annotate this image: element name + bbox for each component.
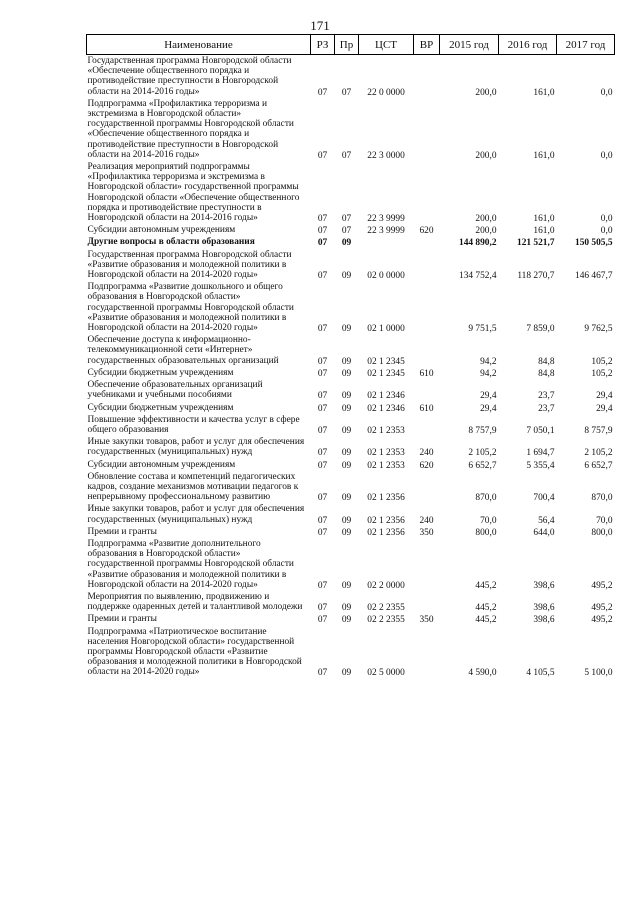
header-2016: 2016 год: [499, 35, 557, 55]
cell-cst: 02 1 2353: [367, 460, 405, 471]
cell-vr: [414, 626, 440, 679]
table-row: [87, 471, 615, 504]
cell-2017: 105,2: [591, 368, 613, 379]
cell-vr: [414, 538, 440, 591]
cell-2015: 445,2: [475, 603, 497, 614]
table-row: [87, 367, 615, 379]
cell-cst: 02 1 2353: [367, 425, 405, 436]
cell-2016: 23,7: [538, 403, 555, 414]
table-row: [87, 503, 615, 525]
cell-rz: 07: [317, 668, 328, 679]
cell-2015: 29,4: [480, 403, 497, 414]
cell-vr: 620: [419, 226, 434, 237]
cell-2017: 146 467,7: [575, 271, 613, 282]
cell-pr: 09: [341, 603, 352, 614]
cell-vr: 610: [419, 368, 434, 379]
cell-rz: 07: [317, 448, 328, 459]
cell-cst: 02 0 0000: [367, 271, 405, 282]
cell-cst: 02 1 0000: [367, 324, 405, 335]
cell-2015: 94,2: [480, 356, 497, 367]
cell-vr: [414, 591, 440, 613]
table-row: [87, 459, 615, 471]
cell-name: Подпрограмма «Профилактика терроризма и экстремизма в Новгородской области» государственной программы Новгородской области «Обеспечение общественного порядка и противодействие преступности в Новгородской области на 2014-2016 годы»: [87, 98, 294, 160]
cell-name: Иные закупки товаров, работ и услуг для обеспечения государственных (муниципальных) нужд: [87, 504, 305, 525]
cell-2015: 445,2: [475, 615, 497, 626]
cell-2016: 121 521,7: [517, 238, 555, 249]
cell-name: Подпрограмма «Патриотическое воспитание населения Новгородской области» государственной программы Новгородской области «Развитие образования и молодежной политики в Новгородской области на 2014-2020 годы»: [87, 626, 302, 678]
cell-vr: [414, 281, 440, 334]
table-row: [87, 224, 615, 236]
table-row: [87, 161, 615, 224]
cell-2015: 870,0: [475, 493, 497, 504]
cell-rz: 07: [317, 238, 328, 249]
cell-2016: 161,0: [533, 214, 555, 225]
cell-2017: 0,0: [600, 150, 613, 161]
cell-cst: 02 2 2355: [367, 603, 405, 614]
cell-rz: 07: [317, 403, 328, 414]
header-pr: Пр: [335, 35, 359, 55]
cell-cst: 02 5 0000: [367, 668, 405, 679]
cell-pr: 09: [341, 668, 352, 679]
cell-cst: 22 3 0000: [367, 150, 405, 161]
cell-name: Обеспечение доступа к информационно-телекоммуникационной сети «Интернет» государственных образовательных организаций: [87, 335, 279, 366]
cell-vr: 350: [419, 615, 434, 626]
cell-rz: 07: [317, 324, 328, 335]
cell-pr: 09: [341, 425, 352, 436]
cell-pr: 07: [341, 226, 352, 237]
cell-vr: [414, 471, 440, 504]
cell-rz: 07: [317, 425, 328, 436]
cell-2017: 0,0: [600, 226, 613, 237]
table-row: [87, 414, 615, 436]
cell-2015: 800,0: [475, 527, 497, 538]
cell-rz: 07: [317, 527, 328, 538]
cell-name: Субсидии бюджетным учреждениям: [87, 367, 234, 378]
cell-rz: 07: [317, 515, 328, 526]
cell-pr: 07: [341, 150, 352, 161]
cell-vr: [414, 334, 440, 367]
cell-name: Обеспечение образовательных организаций учебниками и учебными пособиями: [87, 380, 263, 401]
cell-cst: 02 1 2356: [367, 527, 405, 538]
cell-2016: 1 694,7: [526, 448, 555, 459]
cell-pr: 09: [341, 324, 352, 335]
header-cst: ЦСТ: [359, 35, 414, 55]
cell-rz: 07: [317, 271, 328, 282]
cell-rz: 07: [317, 356, 328, 367]
cell-pr: 09: [341, 515, 352, 526]
cell-2017: 29,4: [596, 391, 613, 402]
cell-rz: 07: [317, 493, 328, 504]
cell-vr: [414, 414, 440, 436]
cell-2017: 495,2: [591, 615, 613, 626]
cell-vr: 610: [419, 403, 434, 414]
cell-pr: 09: [341, 615, 352, 626]
cell-vr: [414, 379, 440, 401]
cell-2015: 144 890,2: [459, 238, 497, 249]
cell-2015: 70,0: [480, 515, 497, 526]
cell-2015: 445,2: [475, 580, 497, 591]
cell-2015: 200,0: [475, 87, 497, 98]
cell-2015: 200,0: [475, 150, 497, 161]
cell-cst: 02 1 2346: [367, 403, 405, 414]
cell-rz: 07: [317, 603, 328, 614]
cell-2015: 94,2: [480, 368, 497, 379]
cell-vr: [414, 55, 440, 98]
cell-vr: 240: [419, 515, 434, 526]
table-row: [87, 236, 615, 248]
table-row: [87, 379, 615, 401]
cell-2016: 644,0: [533, 527, 555, 538]
cell-2016: 398,6: [533, 615, 555, 626]
cell-2016: 398,6: [533, 603, 555, 614]
cell-2017: 495,2: [591, 603, 613, 614]
cell-pr: 09: [341, 493, 352, 504]
cell-cst: 02 1 2345: [367, 356, 405, 367]
cell-2016: 84,8: [538, 368, 555, 379]
cell-pr: 09: [341, 403, 352, 414]
cell-2017: 70,0: [596, 515, 613, 526]
cell-2015: 29,4: [480, 391, 497, 402]
table-header-row: [87, 35, 615, 55]
cell-pr: 09: [341, 391, 352, 402]
cell-2017: 0,0: [600, 214, 613, 225]
cell-name: Премии и гранты: [87, 526, 157, 537]
header-vr: ВР: [414, 35, 440, 55]
cell-2015: 6 652,7: [468, 460, 497, 471]
cell-2017: 870,0: [591, 493, 613, 504]
cell-vr: 620: [419, 460, 434, 471]
cell-name: Иные закупки товаров, работ и услуг для обеспечения государственных (муниципальных) нужд: [87, 437, 305, 458]
cell-2016: 7 859,0: [526, 324, 555, 335]
cell-pr: 09: [341, 368, 352, 379]
cell-rz: 07: [317, 460, 328, 471]
cell-rz: 07: [317, 214, 328, 225]
cell-name: Подпрограмма «Развитие дошкольного и общего образования в Новгородской области» государственной программы Новгородской области «Развитие образования и молодежной политики в Новгородской области на 2014-2020 годы»: [87, 282, 294, 334]
cell-2017: 495,2: [591, 580, 613, 591]
cell-vr: 350: [419, 527, 434, 538]
table-row: [87, 538, 615, 591]
cell-pr: 09: [341, 448, 352, 459]
cell-pr: 09: [341, 460, 352, 471]
cell-cst: 02 1 2345: [367, 368, 405, 379]
cell-name: Субсидии бюджетным учреждениям: [87, 402, 234, 413]
cell-vr: [414, 249, 440, 282]
cell-vr: [414, 98, 440, 161]
cell-cst: 22 0 0000: [367, 87, 405, 98]
cell-2015: 8 757,9: [468, 425, 497, 436]
cell-2015: 200,0: [475, 214, 497, 225]
cell-cst: 02 1 2346: [367, 391, 405, 402]
cell-2017: 0,0: [600, 87, 613, 98]
cell-cst: 02 1 2356: [367, 493, 405, 504]
cell-2015: 2 105,2: [468, 448, 497, 459]
cell-name: Субсидии автономным учреждениям: [87, 459, 236, 470]
cell-2016: 5 355,4: [526, 460, 555, 471]
cell-2015: 4 590,0: [468, 668, 497, 679]
cell-cst: 22 3 9999: [367, 226, 405, 237]
table-row: [87, 626, 615, 679]
table-row: [87, 613, 615, 625]
cell-cst: 02 1 2356: [367, 515, 405, 526]
cell-2016: 700,4: [533, 493, 555, 504]
cell-2016: 4 105,5: [526, 668, 555, 679]
cell-pr: 07: [341, 214, 352, 225]
cell-pr: 09: [341, 238, 352, 249]
cell-2015: 134 752,4: [459, 271, 497, 282]
cell-name: Реализация мероприятий подпрограммы «Профилактика терроризма и экстремизма в Новгородской области» государственной программы Новгородской области «Обеспечение общественного порядка и противодействие преступности в Новгородской области на 2014-2016 годы»: [87, 162, 300, 224]
cell-rz: 07: [317, 615, 328, 626]
cell-rz: 07: [317, 368, 328, 379]
budget-table: [86, 34, 615, 679]
table-row: [87, 98, 615, 161]
cell-2016: 84,8: [538, 356, 555, 367]
cell-2016: 161,0: [533, 150, 555, 161]
cell-pr: 07: [341, 87, 352, 98]
header-2017: 2017 год: [557, 35, 615, 55]
table-row: [87, 436, 615, 458]
header-2015: 2015 год: [440, 35, 499, 55]
cell-2016: 398,6: [533, 580, 555, 591]
cell-name: Другие вопросы в области образования: [87, 237, 255, 248]
table-row: [87, 249, 615, 282]
cell-2016: 7 050,1: [526, 425, 555, 436]
cell-2017: 150 505,5: [575, 238, 613, 249]
cell-rz: 07: [317, 580, 328, 591]
cell-2017: 105,2: [591, 356, 613, 367]
cell-vr: 240: [419, 448, 434, 459]
cell-name: Премии и гранты: [87, 614, 157, 625]
cell-cst: 22 3 9999: [367, 214, 405, 225]
cell-rz: 07: [317, 391, 328, 402]
cell-2017: 29,4: [596, 403, 613, 414]
cell-cst: 02 1 2353: [367, 448, 405, 459]
cell-name: Обновление состава и компетенций педагогических кадров, создание механизмов мотивации педагогов к непрерывному профессиональному развитию: [87, 471, 299, 503]
cell-rz: 07: [317, 150, 328, 161]
header-rz: РЗ: [311, 35, 335, 55]
cell-rz: 07: [317, 226, 328, 237]
cell-2016: 23,7: [538, 391, 555, 402]
table-row: [87, 402, 615, 414]
cell-2017: 5 100,0: [584, 668, 613, 679]
cell-2017: 2 105,2: [584, 448, 613, 459]
cell-cst: 02 2 0000: [367, 580, 405, 591]
cell-2017: 9 762,5: [584, 324, 613, 335]
cell-name: Субсидии автономным учреждениям: [87, 225, 236, 236]
cell-name: Государственная программа Новгородской области «Развитие образования и молодежной политики в Новгородской области на 2014-2020 годы»: [87, 249, 292, 281]
cell-cst: 02 2 2355: [367, 615, 405, 626]
cell-cst: [359, 236, 414, 248]
cell-pr: 09: [341, 580, 352, 591]
page-number: 171: [310, 18, 330, 33]
cell-pr: 09: [341, 271, 352, 282]
cell-name: Повышение эффективности и качества услуг в сфере общего образования: [87, 414, 300, 435]
cell-vr: [414, 161, 440, 224]
table-row: [87, 334, 615, 367]
cell-2017: 8 757,9: [584, 425, 613, 436]
table-row: [87, 281, 615, 334]
cell-name: Подпрограмма «Развитие дополнительного образования в Новгородской области» государственной программы Новгородской области «Развитие образования и молодежной политики в Новгородской области на 2014-2020 годы»: [87, 538, 294, 590]
cell-2016: 161,0: [533, 226, 555, 237]
cell-2015: 200,0: [475, 226, 497, 237]
cell-2015: 9 751,5: [468, 324, 497, 335]
cell-pr: 09: [341, 527, 352, 538]
table-row: [87, 591, 615, 613]
table-body: [87, 55, 615, 679]
cell-vr: [414, 236, 440, 248]
cell-2016: 118 270,7: [517, 271, 555, 282]
cell-name: Мероприятия по выявлению, продвижению и поддержке одаренных детей и талантливой молодежи: [87, 591, 303, 613]
cell-2017: 800,0: [591, 527, 613, 538]
table-row: [87, 526, 615, 538]
header-name: Наименование: [87, 35, 311, 55]
cell-2016: 56,4: [538, 515, 555, 526]
cell-rz: 07: [317, 87, 328, 98]
cell-2017: 6 652,7: [584, 460, 613, 471]
cell-pr: 09: [341, 356, 352, 367]
table-row: [87, 55, 615, 98]
cell-name: Государственная программа Новгородской области «Обеспечение общественного порядка и противодействие преступности в Новгородской области на 2014-2016 годы»: [87, 56, 292, 97]
cell-2016: 161,0: [533, 87, 555, 98]
